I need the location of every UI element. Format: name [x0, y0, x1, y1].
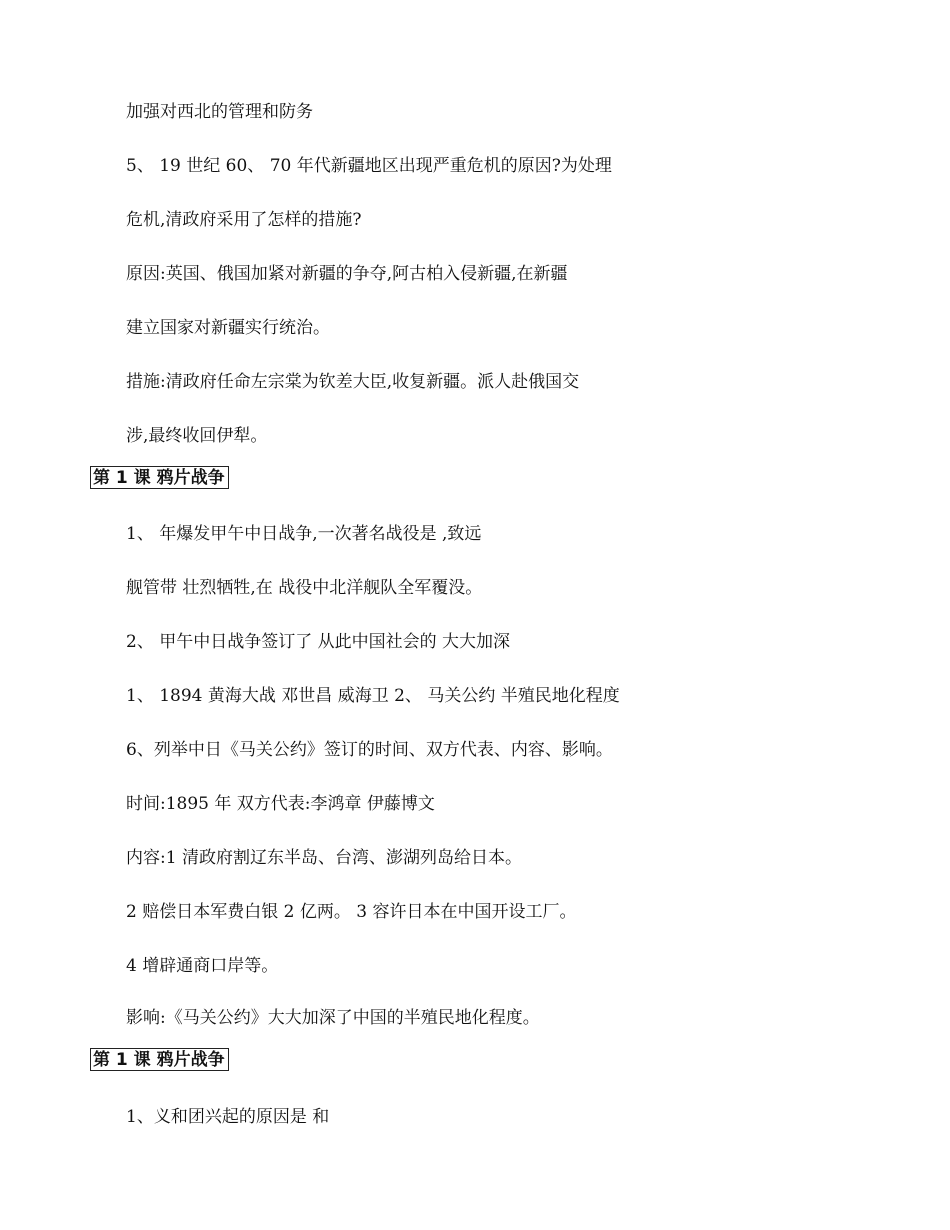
question-line: 1、 年爆发甲午中日战争,一次著名战役是 ,致远 — [126, 524, 482, 544]
text-line: 建立国家对新疆实行统治。 — [126, 318, 330, 338]
text-line: 2 赔偿日本军费白银 2 亿两。 3 容许日本在中国开设工厂。 — [126, 902, 577, 922]
question-line: 1、义和团兴起的原因是 和 — [126, 1107, 330, 1127]
text-line: 涉,最终收回伊犁。 — [126, 426, 268, 446]
text-line: 4 增辟通商口岸等。 — [126, 956, 279, 976]
answer-line: 时间:1895 年 双方代表:李鸿章 伊藤博文 — [126, 794, 435, 814]
section-heading: 第 1 课 鸦片战争 — [90, 1048, 229, 1071]
text-line: 舰管带 壮烈牺牲,在 战役中北洋舰队全军覆没。 — [126, 578, 483, 598]
answer-line: 内容:1 清政府割辽东半岛、台湾、澎湖列岛给日本。 — [126, 848, 522, 868]
answer-line: 原因:英国、俄国加紧对新疆的争夺,阿古柏入侵新疆,在新疆 — [126, 264, 568, 284]
answer-key-line: 1、 1894 黄海大战 邓世昌 威海卫 2、 马关公约 半殖民地化程度 — [126, 686, 620, 706]
text-line: 危机,清政府采用了怎样的措施? — [126, 210, 362, 230]
section-heading: 第 1 课 鸦片战争 — [90, 466, 229, 489]
answer-line: 措施:清政府任命左宗棠为钦差大臣,收复新疆。派人赴俄国交 — [126, 372, 580, 392]
text-line: 加强对西北的管理和防务 — [126, 102, 313, 122]
question-line: 5、 19 世纪 60、 70 年代新疆地区出现严重危机的原因?为处理 — [126, 156, 612, 176]
question-line: 2、 甲午中日战争签订了 从此中国社会的 大大加深 — [126, 632, 511, 652]
question-line: 6、列举中日《马关公约》签订的时间、双方代表、内容、影响。 — [126, 740, 613, 760]
answer-line: 影响:《马关公约》大大加深了中国的半殖民地化程度。 — [126, 1008, 540, 1028]
